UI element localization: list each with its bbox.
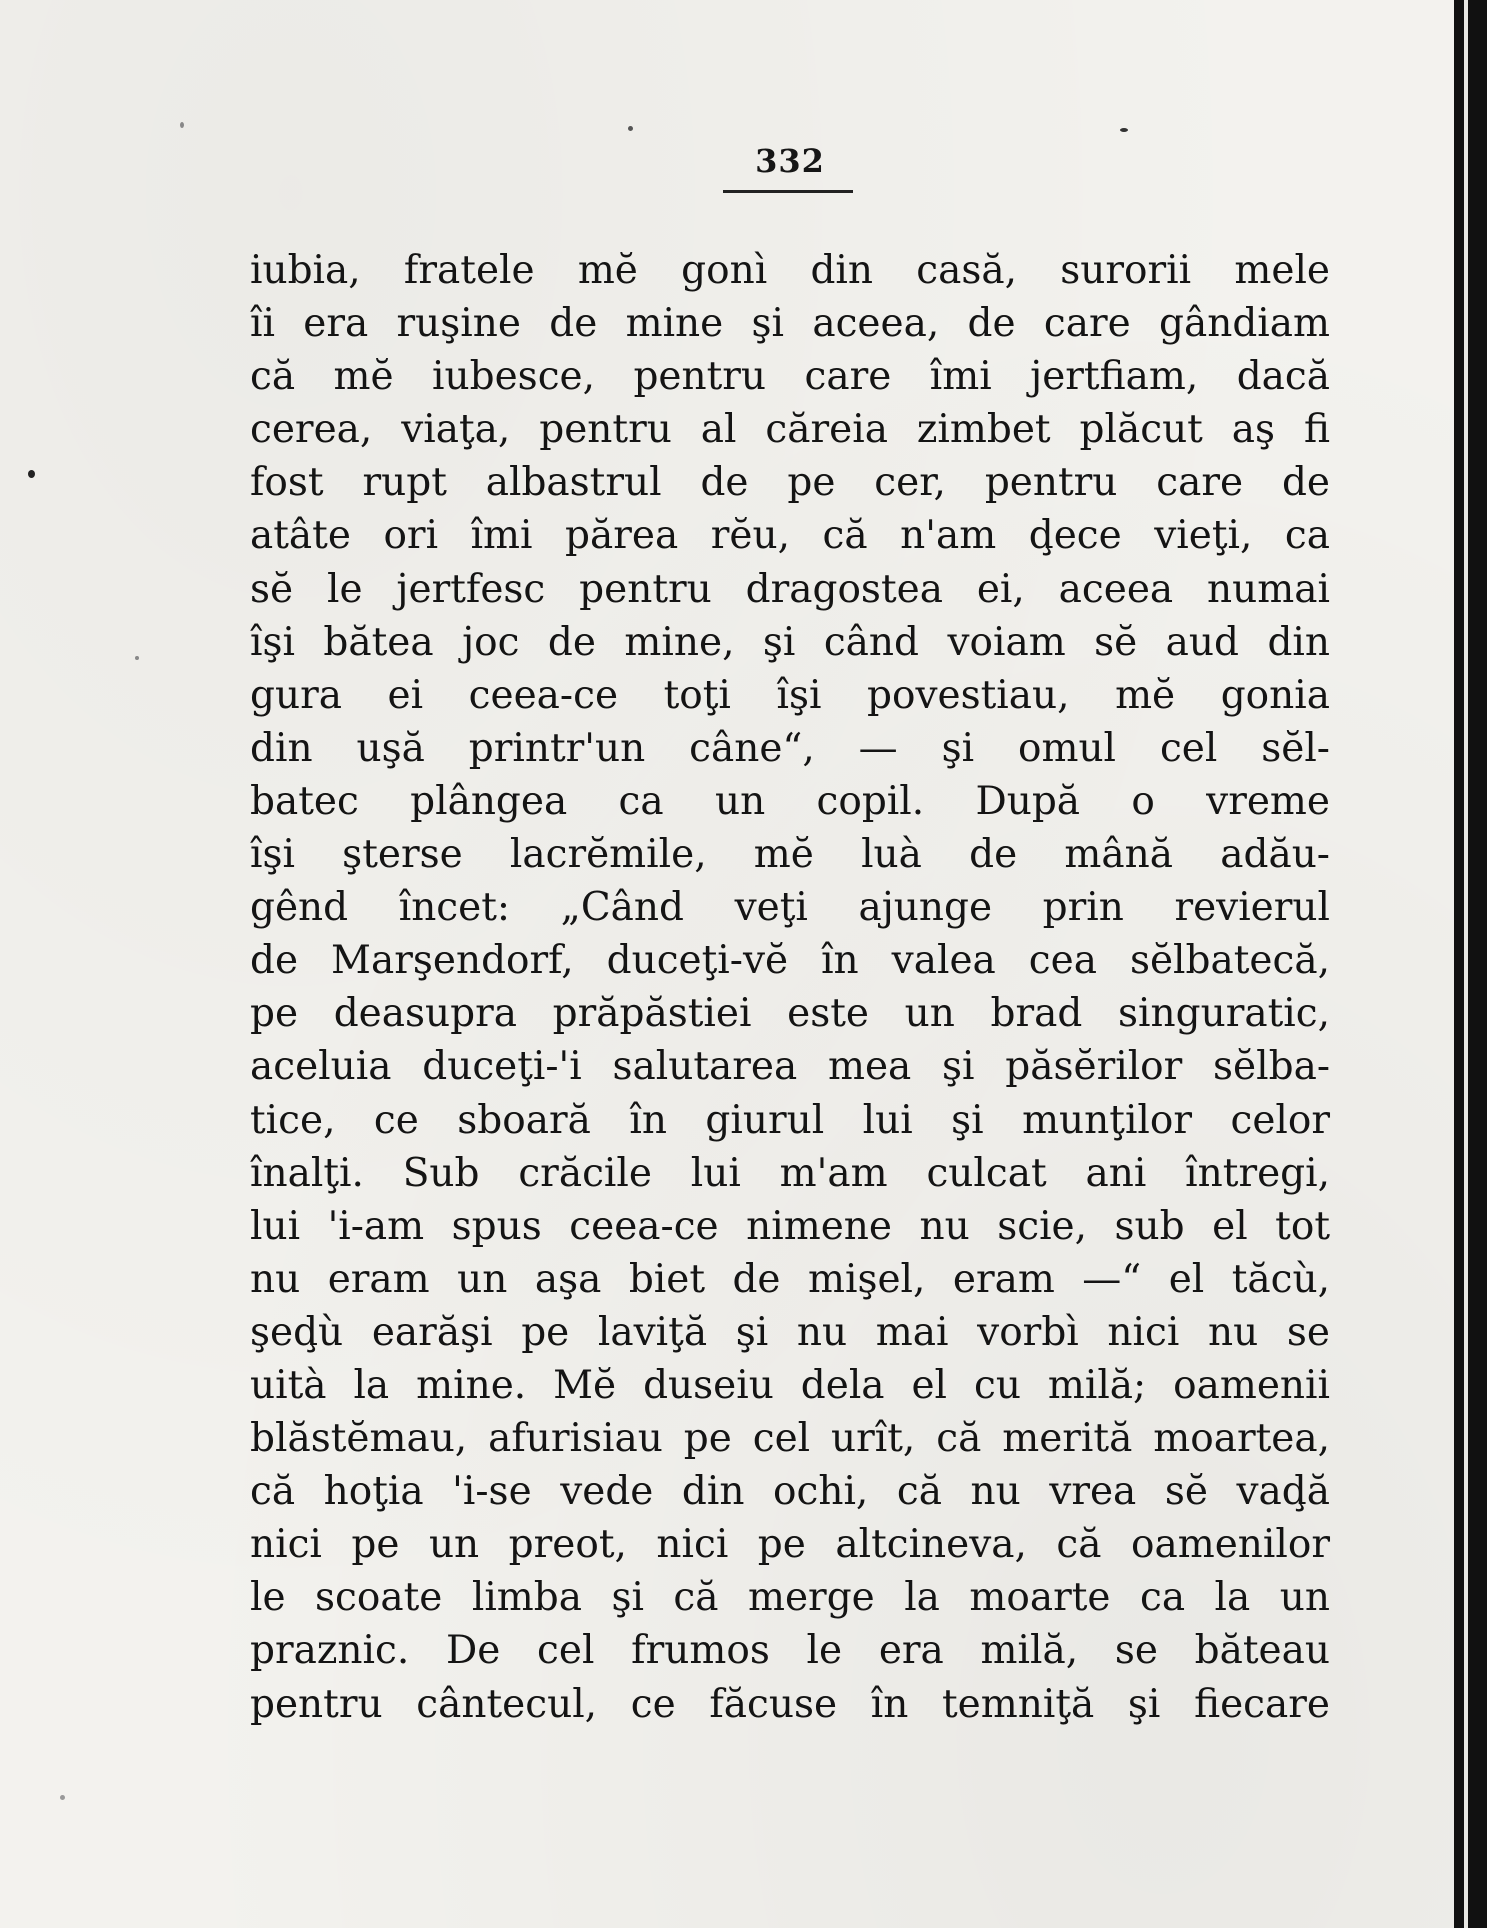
- text-line: gura ei ceea-ce toţi îşi povestiau, mĕ gonia: [250, 672, 1330, 718]
- print-speck: [135, 656, 139, 660]
- text-line: din uşă printr'un câne“, — şi omul cel sĕl-: [250, 725, 1330, 771]
- print-speck: [28, 470, 35, 478]
- text-line: şeḑù earăşi pe laviţă şi nu mai vorbì nici nu se: [250, 1309, 1330, 1355]
- text-line: că mĕ iubesce, pentru care îmi jertfiam, dacă: [250, 354, 1330, 400]
- print-speck: [60, 1795, 65, 1800]
- text-line: îşi şterse lacrĕmile, mĕ luà de mână adău-: [250, 832, 1330, 878]
- text-line: gênd încet: „Când veţi ajunge prin revierul: [250, 885, 1330, 931]
- text-line: de Marşendorf, duceţi-vĕ în valea cea sĕlbatecă,: [250, 938, 1330, 984]
- text-line: batec plângea ca un copil. După o vreme: [250, 778, 1330, 824]
- text-line: înalţi. Sub crăcile lui m'am culcat ani întregi,: [250, 1150, 1330, 1196]
- text-line: le scoate limba şi că merge la moarte ca la un: [250, 1575, 1330, 1621]
- text-line: aceluia duceţi-'i salutarea mea şi păsĕrilor sĕlba-: [250, 1044, 1330, 1090]
- text-line: tice, ce sboară în giurul lui şi munţilor celor: [250, 1097, 1330, 1143]
- print-speck: [628, 126, 633, 131]
- text-line: atâte ori îmi părea rĕu, că n'am ḑece vieţi, ca: [250, 513, 1330, 559]
- page-number-rule: [723, 190, 853, 193]
- text-line: cerea, viaţa, pentru al căreia zimbet plăcut aş fi: [250, 407, 1330, 453]
- text-line: nici pe un preot, nici pe altcineva, că oamenilor: [250, 1522, 1330, 1568]
- text-line: lui 'i-am spus ceea-ce nimene nu scie, sub el tot: [250, 1203, 1330, 1249]
- text-line: pe deasupra prăpăstiei este un brad singuratic,: [250, 991, 1330, 1037]
- text-line: îi era ruşine de mine şi aceea, de care gândiam: [250, 301, 1330, 347]
- text-line: îşi bătea joc de mine, şi când voiam sĕ aud din: [250, 619, 1330, 665]
- text-line: uità la mine. Mĕ duseiu dela el cu milă; oamenii: [250, 1362, 1330, 1408]
- page-number: 332: [755, 142, 825, 180]
- page-edge-line: [1464, 0, 1468, 1928]
- text-line: iubia, fratele mĕ gonì din casă, surorii mele: [250, 248, 1330, 293]
- text-line: fost rupt albastrul de pe cer, pentru care de: [250, 460, 1330, 506]
- text-line: pentru cântecul, ce făcuse în temniţă şi fiecare: [250, 1681, 1330, 1727]
- print-speck: [1120, 128, 1128, 132]
- text-line: sĕ le jertfesc pentru dragostea ei, aceea numai: [250, 566, 1330, 612]
- text-line: praznic. De cel frumos le era milă, se băteau: [250, 1628, 1330, 1674]
- body-text: [250, 244, 1330, 1731]
- text-line: nu eram un aşa biet de mişel, eram —“ el tăcù,: [250, 1256, 1330, 1302]
- text-line: blăstĕmau, afurisiau pe cel urît, că merită moartea,: [250, 1416, 1330, 1462]
- page-edge-border: [1454, 0, 1487, 1928]
- print-speck: [180, 122, 184, 128]
- text-line: că hoţia 'i-se vede din ochi, că nu vrea sĕ vaḑă: [250, 1469, 1330, 1515]
